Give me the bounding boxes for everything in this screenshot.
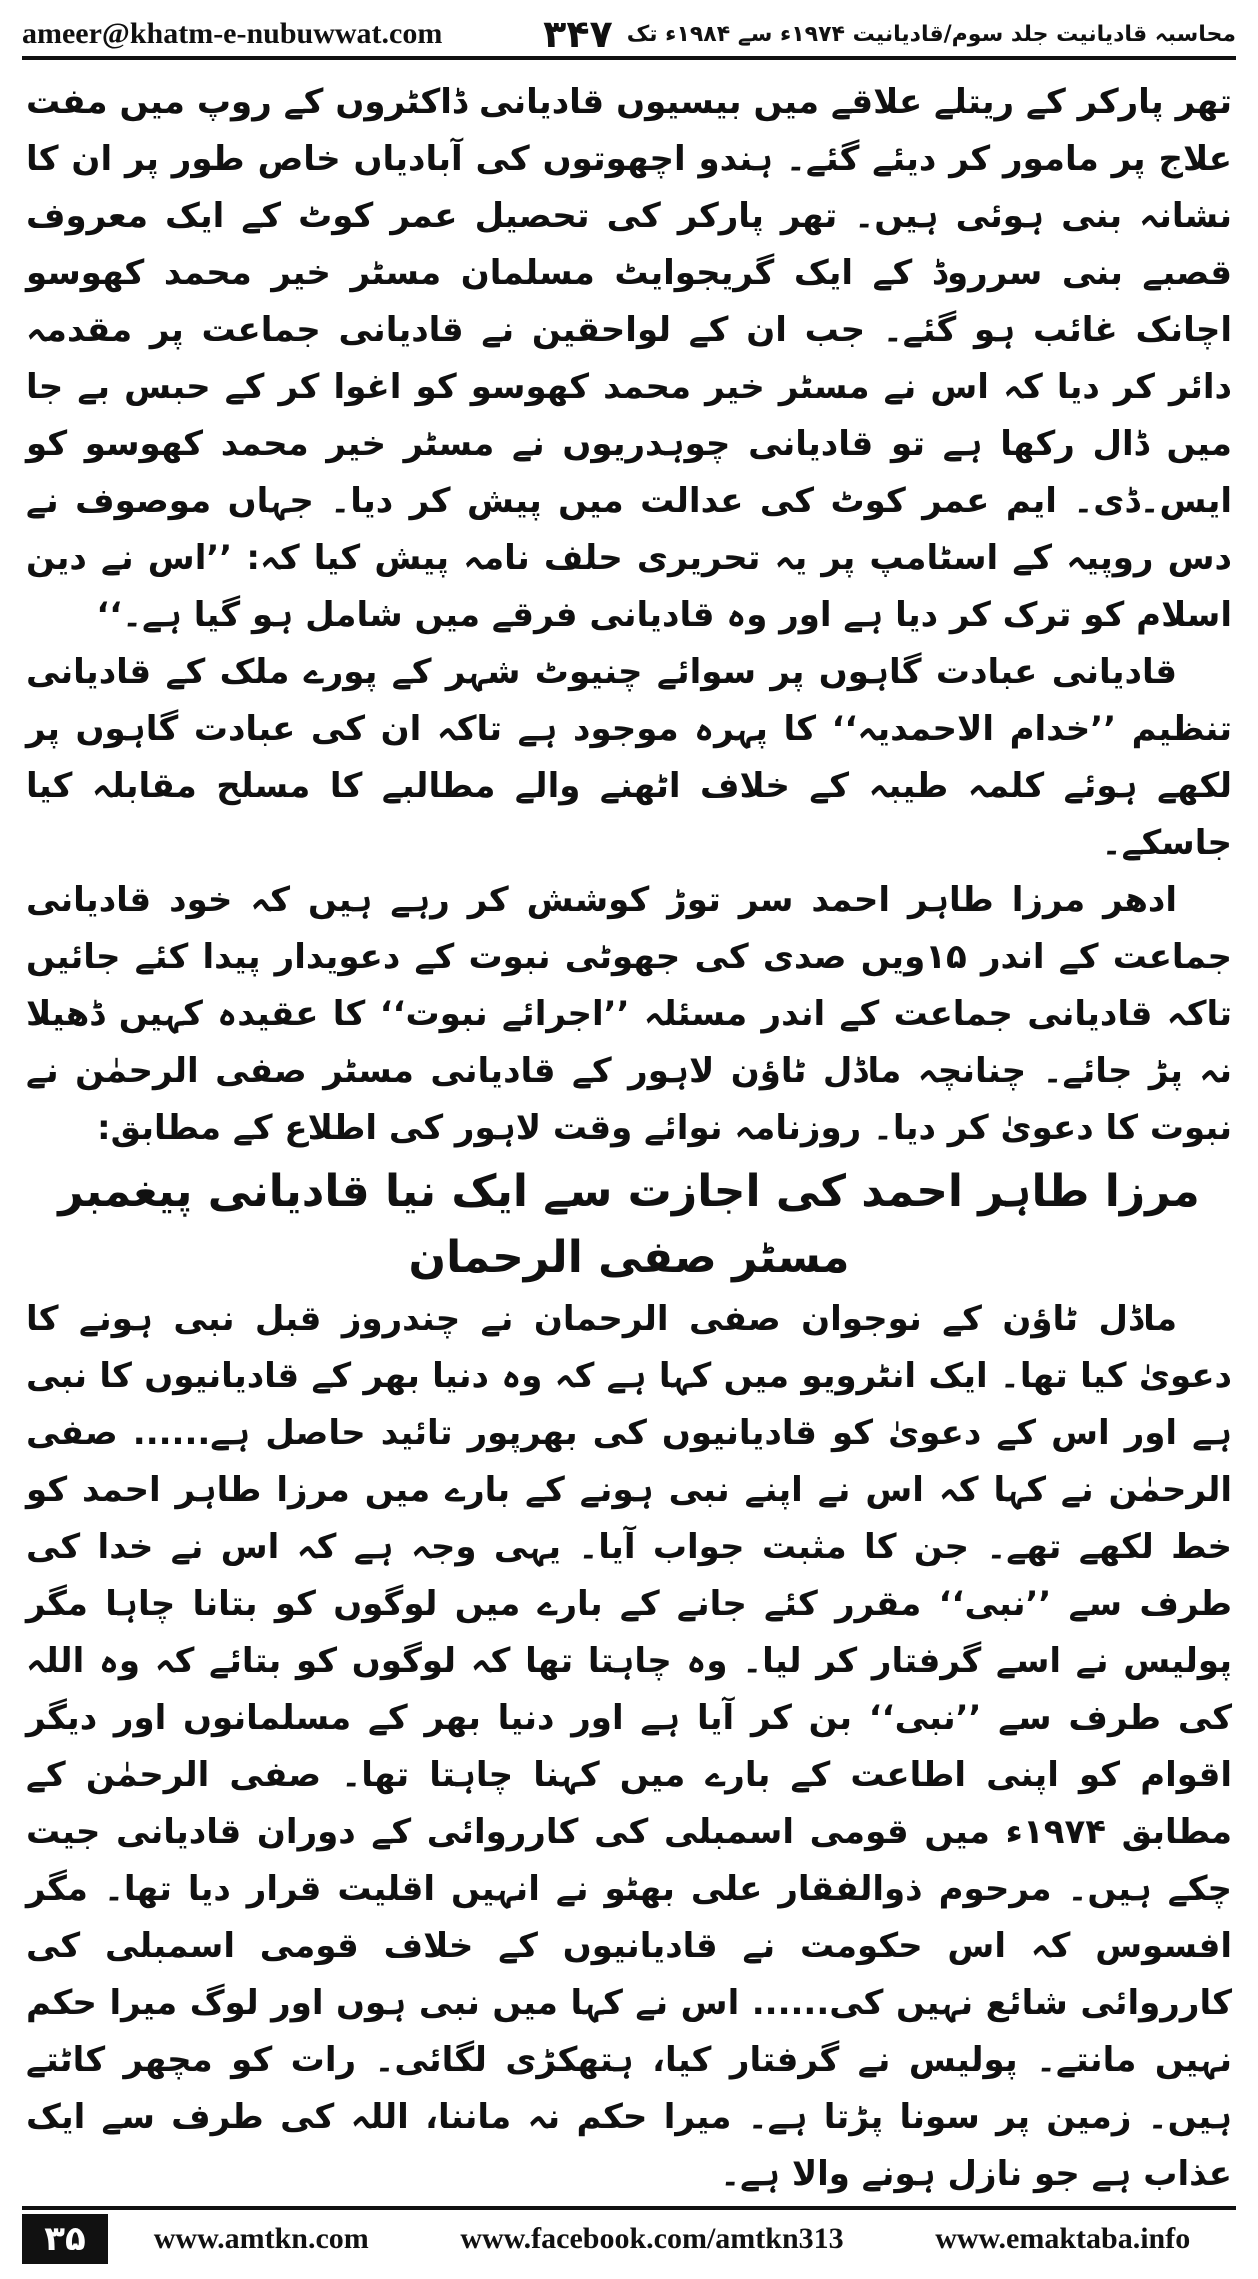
news-headline: مرزا طاہر احمد کی اجازت سے ایک نیا قادیانی پیغمبر مسٹر صفی الرحمان <box>58 1166 1200 1283</box>
footer-link-facebook[interactable]: www.facebook.com/amtkn313 <box>460 2222 844 2255</box>
page-body <box>26 74 1232 2203</box>
footer-link-emaktaba[interactable]: www.emaktaba.info <box>935 2222 1191 2255</box>
folio-number: ۳۵ <box>22 2214 108 2264</box>
quoted-report: ماڈل ٹاؤن کے نوجوان صفی الرحمان نے چندروز قبل نبی ہونے کا دعویٰ کیا تھا۔ ایک انٹرویو میں کہا ہے کہ وہ دنیا بھر کے قادیانیوں کا نبی ہے اور اس کے دعویٰ کو قادیانیوں کی بھرپور تائید حاصل ہے...... صفی الرحمٰن نے کہا کہ اس نے اپنے نبی ہونے کے بارے میں مرزا طاہر احمد کو خط لکھے تھے۔ جن کا مثبت جواب آیا۔ یہی وجہ ہے کہ اس نے خدا کی طرف سے ’’نبی‘‘ مقرر کئے جانے کے بارے میں لوگوں کو بتانا چاہا مگر پولیس نے اسے گرفتار کر لیا۔ وہ چاہتا تھا کہ لوگوں کو بتائے کہ وہ اللہ کی طرف سے ’’نبی‘‘ بن کر آیا ہے اور دنیا بھر کے مسلمانوں اور دیگر اقوام کو اپنی اطاعت کے بارے میں کہنا چاہتا تھا۔ صفی الرحمٰن کے مطابق ۱۹۷۴ء میں قومی اسمبلی کی کارروائی کے دوران قادیانی جیت چکے ہیں۔ مرحوم ذوالفقار علی بھٹو نے انہیں اقلیت قرار دیا تھا۔ مگر افسوس کہ اس حکومت نے قادیانیوں کے خلاف قومی اسمبلی کی کارروائی شائع نہیں کی...... اس نے کہا میں نبی ہوں اور لوگ میرا حکم نہیں مانتے۔ پولیس نے گرفتار کیا، ہتھکڑی لگائی۔ رات کو مچھر کاٹتے ہیں۔ زمین پر سونا پڑتا ہے۔ میرا حکم نہ ماننا، اللہ کی طرف سے ایک عذاب ہے جو نازل ہونے والا ہے۔ <box>26 1299 1232 2194</box>
paragraph: تھر پارکر کے ریتلے علاقے میں بیسیوں قادیانی ڈاکٹروں کے روپ میں مفت علاج پر مامور کر دیئے گئے۔ ہندو اچھوتوں کی آبادیاں خاص طور پر ان کا نشانہ بنی ہوئی ہیں۔ تھر پارکر کی تحصیل عمر کوٹ کے ایک معروف قصبے بنی سرروڈ کے ایک گریجوایٹ مسلمان مسٹر خیر محمد کھوسو اچانک غائب ہو گئے۔ جب ان کے لواحقین نے قادیانی جماعت پر مقدمہ دائر کر دیا کہ اس نے مسٹر خیر محمد کھوسو کو اغوا کر کے حبس بے جا میں ڈال رکھا ہے تو قادیانی چوہدریوں نے مسٹر خیر محمد کھوسو کو ایس۔ڈی۔ ایم عمر کوٹ کی عدالت میں پیش کر دیا۔ جہاں موصوف نے دس روپیہ کے اسٹامپ پر یہ تحریری حلف نامہ پیش کیا کہ: ’’اس نے دین اسلام کو ترک کر دیا ہے اور وہ قادیانی فرقے میں شامل ہو گیا ہے۔‘‘ <box>26 82 1232 635</box>
paragraph: قادیانی عبادت گاہوں پر سوائے چنیوٹ شہر کے پورے ملک کے قادیانی تنظیم ’’خدام الاحمدیہ‘‘ کا پہرہ موجود ہے تاکہ ان کی عبادت گاہوں پر لکھے ہوئے کلمہ طیبہ کے خلاف اٹھنے والے مطالبے کا مسلح مقابلہ کیا جاسکے۔ <box>26 652 1232 863</box>
page-footer <box>22 2206 1236 2264</box>
page-header <box>22 12 1236 60</box>
book-title: محاسبہ قادیانیت جلد سوم/قادیانیت ۱۹۷۴ء سے ۱۹۸۴ء تک <box>626 21 1236 47</box>
footer-link-amtkn[interactable]: www.amtkn.com <box>153 2222 369 2255</box>
footer-links <box>108 2218 1236 2256</box>
header-right <box>543 12 1236 56</box>
paragraph: ادھر مرزا طاہر احمد سر توڑ کوشش کر رہے ہیں کہ خود قادیانی جماعت کے اندر ۱۵ویں صدی کی جھوٹی نبوت کے دعویدار پیدا کئے جائیں تاکہ قادیانی جماعت کے اندر مسئلہ ’’اجرائے نبوت‘‘ کا عقیدہ کہیں ڈھیلا نہ پڑ جائے۔ چنانچہ ماڈل ٹاؤن لاہور کے قادیانی مسٹر صفی الرحمٰن نے نبوت کا دعویٰ کر دیا۔ روزنامہ نوائے وقت لاہور کی اطلاع کے مطابق: <box>26 880 1232 1148</box>
header-email: ameer@khatm-e-nubuwwat.com <box>22 17 443 50</box>
page-number: ۳۴۷ <box>543 12 613 56</box>
